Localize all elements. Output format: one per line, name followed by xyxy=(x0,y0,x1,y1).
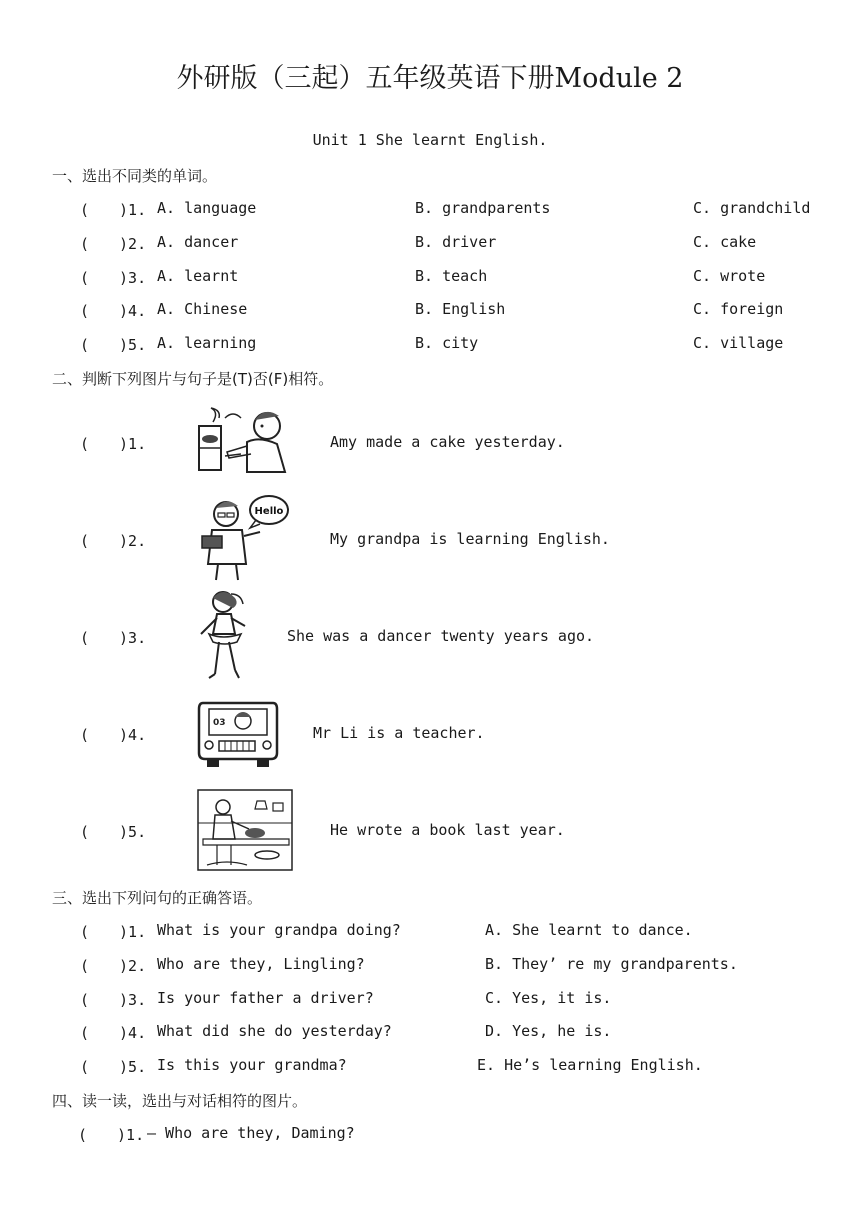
s3-answer-b: B. They’ re my grandparents. xyxy=(485,955,738,973)
s1-q2-option-c: C. cake xyxy=(693,233,757,251)
s1-q4-option-b: B. English xyxy=(415,300,506,318)
s2-q3-sentence: She was a dancer twenty years ago. xyxy=(287,627,595,645)
s2-q5-number: ( )5. xyxy=(80,823,147,841)
s3-answer-e: E. He’s learning English. xyxy=(477,1056,703,1074)
s1-q1-option-c: C. grandchild xyxy=(693,199,811,217)
s1-q5-option-b: B. city xyxy=(415,334,479,352)
page-title: 外研版（三起）五年级英语下册Module 2 xyxy=(176,63,684,94)
s3-q1-number: ( )1. xyxy=(80,923,147,941)
s1-q2-option-a: A. dancer xyxy=(157,233,239,251)
s2-q5-sentence: He wrote a book last year. xyxy=(330,821,565,839)
s1-q5-number: ( )5. xyxy=(80,336,147,354)
s3-q2-question: Who are they, Lingling? xyxy=(157,955,365,973)
hello-bubble-text: Hello xyxy=(254,506,284,517)
s2-q2-number: ( )2. xyxy=(80,532,147,550)
kitchen-scene-picture xyxy=(197,789,293,871)
s1-q4-option-c: C. foreign xyxy=(693,300,784,318)
s2-q4-sentence: Mr Li is a teacher. xyxy=(313,724,485,742)
section1-heading: 一、选出不同类的单词。 xyxy=(52,167,218,185)
s4-q1-dialogue-line: — Who are they, Daming? xyxy=(147,1124,355,1142)
s1-q4-option-a: A. Chinese xyxy=(157,300,248,318)
s3-q2-number: ( )2. xyxy=(80,957,147,975)
s2-q1-number: ( )1. xyxy=(80,435,147,453)
svg-text:03: 03 xyxy=(213,718,226,728)
section3-heading: 三、选出下列问句的正确答语。 xyxy=(52,889,263,907)
s1-q4-number: ( )4. xyxy=(80,302,147,320)
s3-q4-question: What did she do yesterday? xyxy=(157,1022,392,1040)
s1-q3-number: ( )3. xyxy=(80,269,147,287)
s1-q3-option-b: B. teach xyxy=(415,267,488,285)
s3-q5-number: ( )5. xyxy=(80,1058,147,1076)
s1-q3-option-a: A. learnt xyxy=(157,267,239,285)
s1-q1-option-b: B. grandparents xyxy=(415,199,551,217)
s2-q1-sentence: Amy made a cake yesterday. xyxy=(330,433,565,451)
bus-driver-picture xyxy=(197,697,279,771)
s1-q5-option-a: A. learning xyxy=(157,334,257,352)
section2-heading: 二、判断下列图片与句子是(T)否(F)相符。 xyxy=(52,370,334,388)
s3-q4-number: ( )4. xyxy=(80,1024,147,1042)
s3-q3-number: ( )3. xyxy=(80,991,147,1009)
grandpa-hello-picture xyxy=(194,492,290,582)
s3-answer-a: A. She learnt to dance. xyxy=(485,921,693,939)
s1-q1-number: ( )1. xyxy=(80,201,147,219)
section4-heading: 四、读一读，选出与对话相符的图片。 xyxy=(52,1092,308,1110)
s3-q5-question: Is this your grandma? xyxy=(157,1056,347,1074)
s4-q1-number: ( )1. xyxy=(78,1126,145,1144)
s2-q3-number: ( )3. xyxy=(80,629,147,647)
s3-q1-question: What is your grandpa doing? xyxy=(157,921,401,939)
s3-answer-d: D. Yes, he is. xyxy=(485,1022,612,1040)
dancer-girl-picture xyxy=(195,586,255,686)
s1-q5-option-c: C. village xyxy=(693,334,784,352)
s2-q4-number: ( )4. xyxy=(80,726,147,744)
s3-q3-question: Is your father a driver? xyxy=(157,989,374,1007)
s1-q1-option-a: A. language xyxy=(157,199,257,217)
s1-q2-option-b: B. driver xyxy=(415,233,497,251)
s2-q2-sentence: My grandpa is learning English. xyxy=(330,530,610,548)
s3-answer-c: C. Yes, it is. xyxy=(485,989,612,1007)
s1-q2-number: ( )2. xyxy=(80,235,147,253)
s1-q3-option-c: C. wrote xyxy=(693,267,766,285)
cake-cooking-picture xyxy=(195,404,293,476)
unit-subtitle: Unit 1 She learnt English. xyxy=(312,131,548,149)
